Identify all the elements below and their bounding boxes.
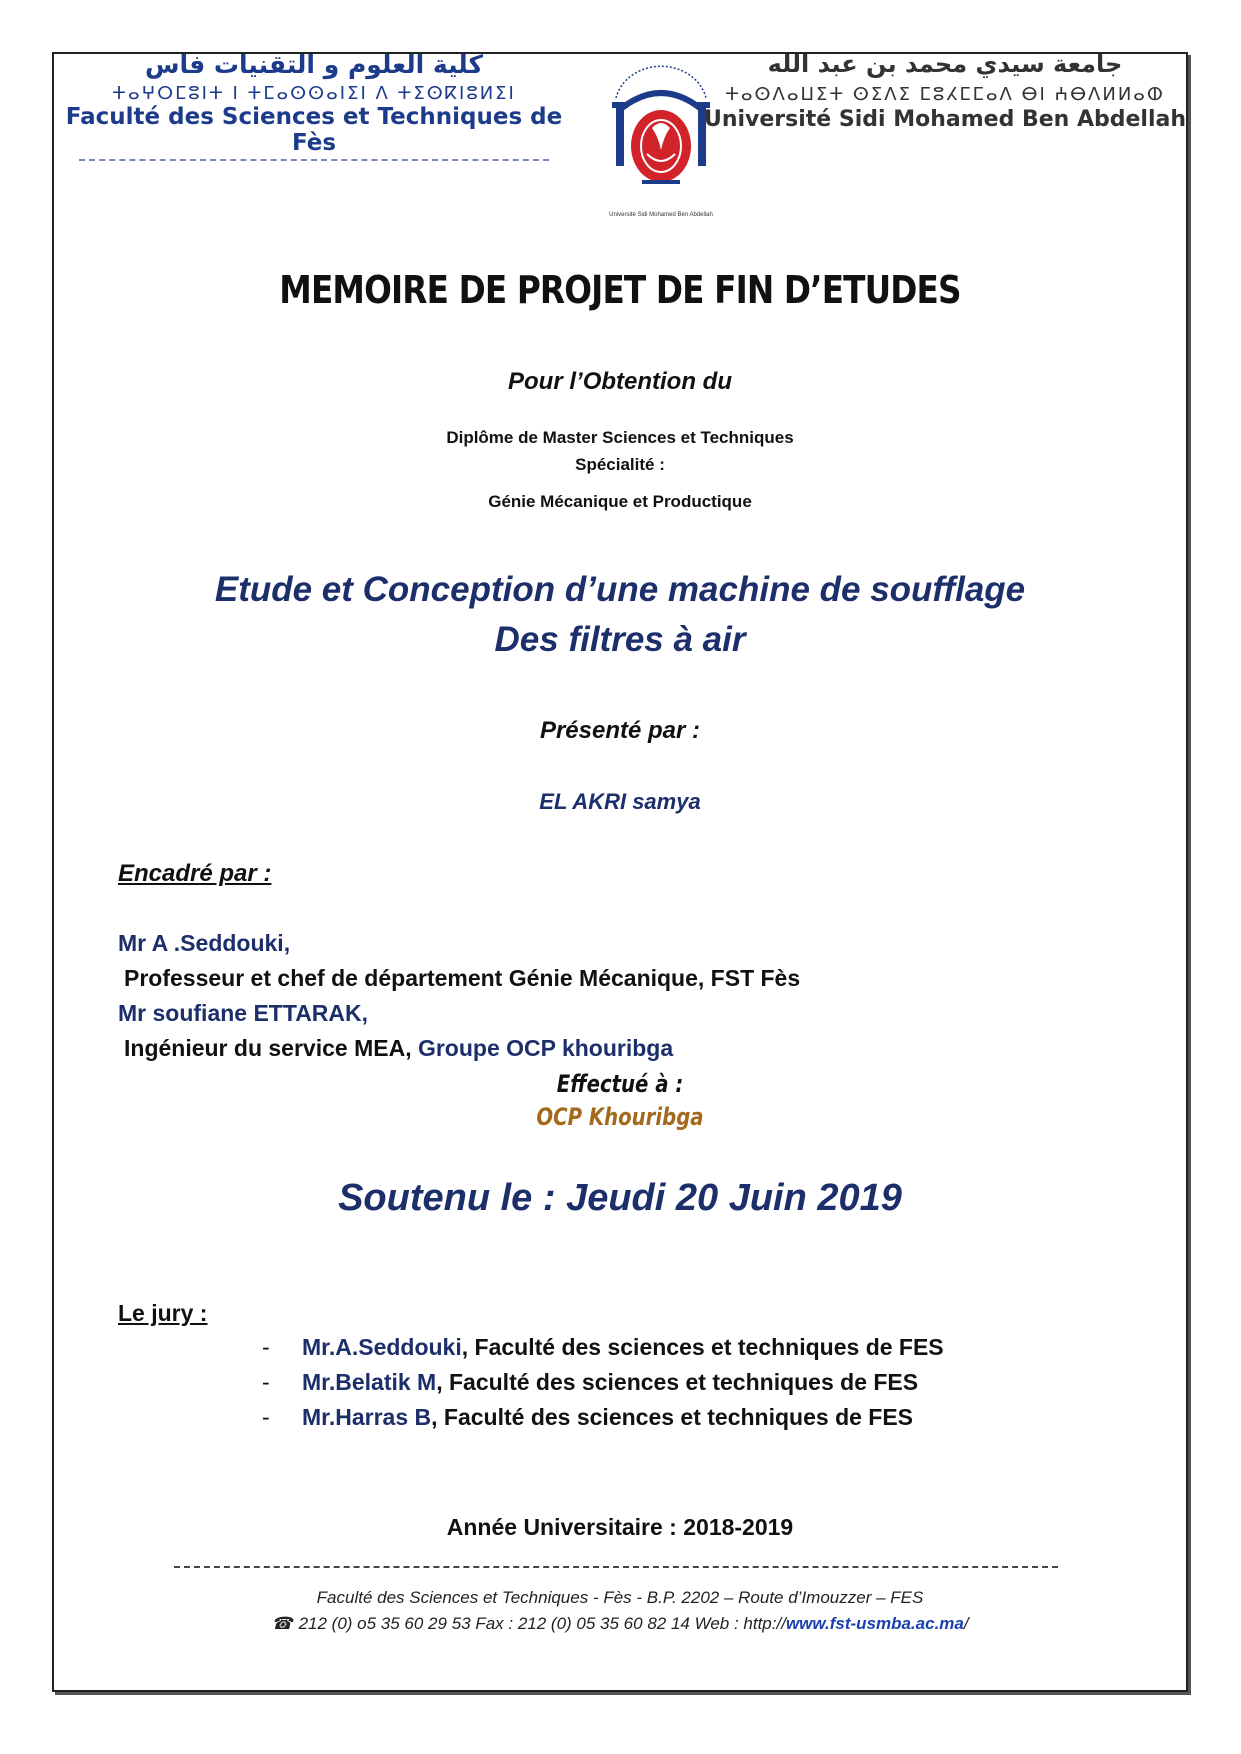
supervisor-role xyxy=(124,965,800,992)
university-header xyxy=(700,50,1190,132)
website-link[interactable]: www.fst-usmba.ac.ma xyxy=(785,1614,964,1633)
jury-member-name: Mr.Belatik M xyxy=(302,1369,437,1395)
diploma-name: Diplôme de Master Sciences et Techniques xyxy=(446,428,794,447)
thesis-title-line1: Etude et Conception d’une machine de soufflage xyxy=(214,570,1026,609)
supervisor-role-text: Ingénieur du service MEA, xyxy=(124,1035,418,1061)
speciality-name: Génie Mécanique et Productique xyxy=(488,492,752,511)
footer-contact xyxy=(54,1614,1186,1634)
jury-member-name: Mr.Harras B xyxy=(302,1404,432,1430)
faculty-header xyxy=(54,50,574,161)
phone-icon: ☎ xyxy=(271,1614,293,1633)
supervisor-organization: Groupe OCP khouribga xyxy=(417,1035,674,1061)
defense-date: Soutenu le : Jeudi 20 Juin 2019 xyxy=(338,1177,902,1219)
obtention-subtitle: Pour l’Obtention du xyxy=(508,368,732,395)
jury-member: - Mr.Belatik M, Faculté des sciences et techniques de FES xyxy=(262,1369,919,1395)
supervisor-name: Mr A .Seddouki, xyxy=(118,930,291,956)
supervisor-role-text: Professeur et chef de département Génie Mécanique, FST Fès xyxy=(124,965,801,991)
academic-year: Année Universitaire : 2018-2019 xyxy=(446,1514,794,1540)
faculty-name-tifinagh: ⵜⴰⵖⵔⵎⵓⵏⵜ ⵏ ⵜⵎⴰⵙⵙⴰⵏⵉⵏ ⴷ ⵜⵉⵙⴽⵏⵓⵍⵉⵏ xyxy=(112,83,516,104)
faculty-underline xyxy=(79,159,549,161)
jury-member-affiliation: , Faculté des sciences et techniques de FES xyxy=(436,1369,919,1395)
jury-member-affiliation: , Faculté des sciences et techniques de FES xyxy=(461,1334,944,1360)
performed-at-label: Effectué à : xyxy=(556,1070,684,1098)
author-name: EL AKRI samya xyxy=(539,789,701,814)
speciality-label: Spécialité : xyxy=(575,455,665,474)
university-name-arabic: جامعة سيدي محمد بن عبد الله xyxy=(767,50,1123,78)
performed-at-place: OCP Khouribga xyxy=(536,1103,704,1131)
jury-member-affiliation: , Faculté des sciences et techniques de FES xyxy=(431,1404,914,1430)
presented-by-label: Présenté par : xyxy=(539,717,701,744)
logo-caption: Université Sidi Mohamed Ben Abdellah xyxy=(609,212,713,218)
jury-member-name: Mr.A.Seddouki xyxy=(302,1334,462,1360)
footer-contact-text: 212 (0) o5 35 60 29 53 Fax : 212 (0) 05 35 60 82 14 Web : http:// xyxy=(298,1614,786,1633)
jury-label: Le jury : xyxy=(118,1300,208,1326)
university-name-tifinagh: ⵜⴰⵙⴷⴰⵡⵉⵜ ⵙⵉⴷⵉ ⵎⵓⵃⵎⵎⴰⴷ ⴱⵏ ⵄⴱⴷⵍⵍⴰⵀ xyxy=(725,84,1165,105)
jury-member: - Mr.Harras B, Faculté des sciences et techniques de FES xyxy=(262,1404,914,1430)
supervisor-name: Mr soufiane ETTARAK, xyxy=(118,1000,369,1026)
jury-member: - Mr.A.Seddouki, Faculté des sciences et techniques de FES xyxy=(262,1334,944,1360)
footer-trail: / xyxy=(963,1614,969,1633)
footer-address: Faculté des Sciences et Techniques - Fès - B.P. 2202 – Route d’Imouzzer – FES xyxy=(316,1588,924,1607)
footer-divider xyxy=(174,1566,1058,1568)
faculty-name-arabic: كلية العلوم و التقنيات فاس xyxy=(144,50,484,79)
supervisor-role xyxy=(124,1035,673,1062)
document-title: MEMOIRE DE PROJET DE FIN D’ETUDES xyxy=(279,268,961,312)
thesis-title-line2: Des filtres à air xyxy=(494,620,746,659)
supervised-by-label: Encadré par : xyxy=(118,860,272,887)
university-name-french: Université Sidi Mohamed Ben Abdellah xyxy=(703,107,1187,132)
faculty-name-french: Faculté des Sciences et Techniques de Fès xyxy=(65,104,563,156)
jury-list xyxy=(262,1334,944,1439)
